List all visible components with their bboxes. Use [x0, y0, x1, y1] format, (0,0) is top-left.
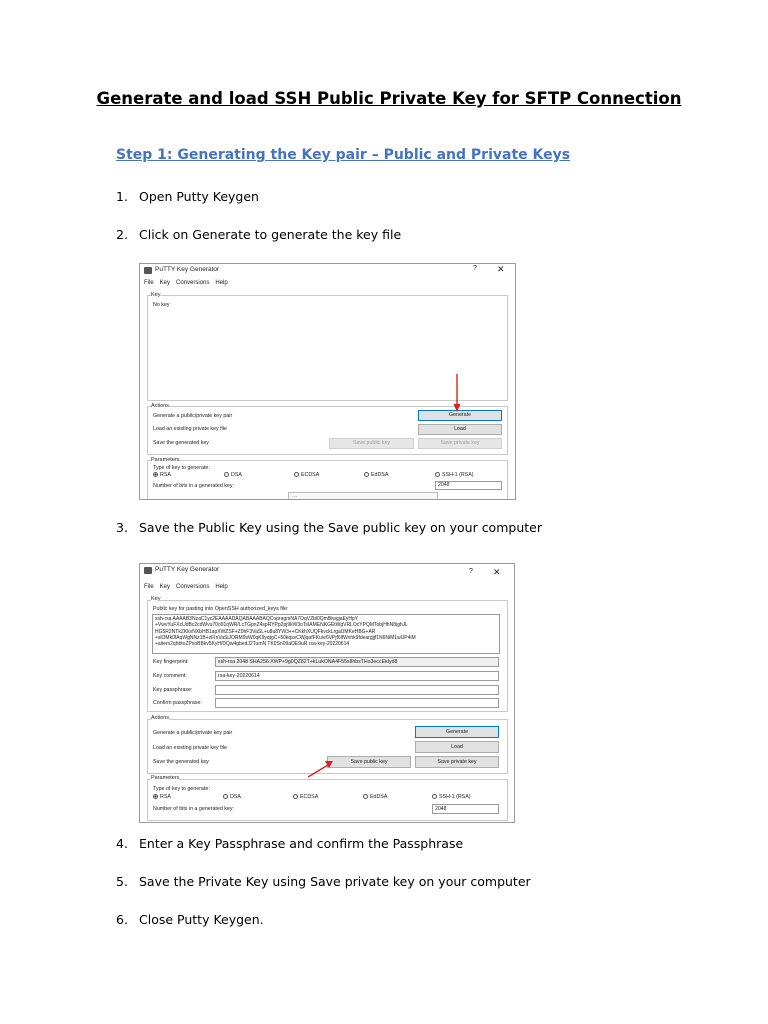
close-icon[interactable]: ✕	[493, 567, 501, 577]
step-text: Click on Generate to generate the key file	[139, 227, 402, 242]
radio-rsa[interactable]: RSA	[153, 472, 171, 478]
public-key-textarea[interactable]	[152, 614, 500, 654]
menu-file[interactable]: File	[144, 584, 154, 590]
step-item-1	[116, 189, 259, 204]
fingerprint-label: Key fingerprint:	[153, 659, 189, 665]
load-button[interactable]: Load	[415, 741, 499, 753]
bits-input[interactable]: 2048	[432, 804, 499, 814]
save-label: Save the generated key	[153, 440, 209, 446]
menu-help[interactable]: Help	[215, 280, 228, 286]
save-public-key-button[interactable]: Save public key	[329, 438, 414, 449]
parameters-group-label: Parameters	[151, 457, 180, 463]
generate-button[interactable]: Generate	[418, 410, 502, 421]
step-text: Open Putty Keygen	[139, 189, 259, 204]
document-title: Generate and load SSH Public Private Key for SFTP Connection	[96, 89, 682, 108]
save-public-key-button[interactable]: Save public key	[327, 756, 411, 768]
radio-ecdsa[interactable]: ECDSA	[294, 472, 319, 478]
putty-app-icon	[144, 267, 152, 274]
radio-ssh1-rsa[interactable]: SSH-1 (RSA)	[432, 794, 471, 800]
key-comment-label: Key comment:	[153, 673, 187, 679]
step-text: Enter a Key Passphrase and confirm the Passphrase	[139, 836, 464, 851]
no-key-text: No key	[153, 302, 170, 308]
menu-file[interactable]: File	[144, 280, 154, 286]
step-text: Save the Private Key using Save private key on your computer	[139, 874, 531, 889]
actions-group-label: Actions	[151, 715, 170, 721]
step-number: 5.	[116, 874, 128, 889]
radio-rsa[interactable]: RSA	[153, 794, 171, 800]
putty-window-empty	[139, 263, 516, 500]
actions-group-label: Actions	[151, 403, 170, 409]
generate-button[interactable]: Generate	[415, 726, 499, 738]
putty-app-icon	[144, 567, 152, 574]
step-item-6	[116, 912, 264, 927]
step-number: 4.	[116, 836, 128, 851]
overlapping-window-fragment: ....	[288, 492, 438, 500]
radio-dsa[interactable]: DSA	[224, 472, 242, 478]
red-arrow-icon	[306, 759, 336, 779]
bits-label: Number of bits in a generated key:	[153, 806, 234, 812]
passphrase-input[interactable]	[215, 685, 499, 695]
save-label: Save the generated key	[153, 759, 209, 765]
generate-label: Generate a public/private key pair	[153, 730, 233, 736]
radio-eddsa[interactable]: EdDSA	[364, 472, 388, 478]
step-item-3	[116, 520, 542, 535]
load-label: Load an existing private key file	[153, 745, 227, 751]
generate-label: Generate a public/private key pair	[153, 413, 233, 419]
step-item-2	[116, 227, 401, 242]
step-number: 3.	[116, 520, 128, 535]
window-title: PuTTY Key Generator	[155, 566, 220, 573]
step-item-5	[116, 874, 531, 889]
step-text: Save the Public Key using the Save public key on your computer	[139, 520, 542, 535]
public-key-line: HG5R2NTkZKkvNXbHB1apXWZSF+Z0hF3VaSL+u8u8YW3++CKkhXUQFkvckLrgaUMKeHBG+AR	[155, 628, 376, 635]
save-private-key-button[interactable]: Save private key	[418, 438, 502, 449]
public-key-label: Public key for pasting into OpenSSH authorized_keys file:	[153, 606, 289, 612]
menu-conversions[interactable]: Conversions	[176, 584, 210, 590]
menu-help[interactable]: Help	[215, 584, 228, 590]
radio-eddsa[interactable]: EdDSA	[363, 794, 387, 800]
key-comment-input[interactable]: rsa-key-20220614	[215, 671, 499, 681]
bits-label: Number of bits in a generated key:	[153, 483, 234, 489]
key-type-label: Type of key to generate:	[153, 786, 210, 792]
menu-key[interactable]: Key	[159, 280, 171, 286]
key-type-label: Type of key to generate:	[153, 465, 210, 471]
step-number: 1.	[116, 189, 128, 204]
public-key-line: +VwvYuFXcUdBc2cdWvu70o91qWR/LcTGpnZ4spRYPp2pj9kW3oTsIAMENKGEtWgVRLOcYPQMTobjHhN8ighJL	[155, 622, 408, 629]
fingerprint-field[interactable]: ssh-rsa 2048 SHA256:XWP+9g0QZ82T+kLukONA4F55s8hbsTHo3eccEkIyd8	[215, 657, 499, 667]
step-number: 6.	[116, 912, 128, 927]
confirm-passphrase-label: Confirm passphrase:	[153, 700, 202, 706]
parameters-group-label: Parameters	[151, 775, 180, 781]
menu-bar	[140, 584, 514, 590]
menu-bar	[140, 280, 515, 286]
help-icon[interactable]: ?	[473, 265, 477, 272]
radio-dsa[interactable]: DSA	[223, 794, 241, 800]
passphrase-label: Key passphrase:	[153, 687, 193, 693]
title-bar	[140, 264, 515, 278]
load-label: Load an existing private key file	[153, 426, 227, 432]
public-key-line: +slOMk0fAqWgNNz1B+zFInVaSiJORM9sW0qK9yqtgC+50kqsvCWjqafFKu/e6VPjf6lfWvhk9fdeargjjf1N6NiM1wUP4iM	[155, 634, 416, 641]
putty-window-generated	[139, 563, 515, 823]
close-icon[interactable]: ✕	[497, 264, 505, 274]
red-arrow-icon	[452, 373, 462, 413]
step-1-heading: Step 1: Generating the Key pair – Public and Private Keys	[116, 147, 571, 163]
menu-conversions[interactable]: Conversions	[176, 280, 210, 286]
save-private-key-button[interactable]: Save private key	[415, 756, 499, 768]
confirm-passphrase-input[interactable]	[215, 698, 499, 708]
bits-input[interactable]: 2048	[435, 481, 502, 490]
public-key-line: +aitem2qhbtoZPxoBBkv5KyH/DQw4gbedJ2TumN TK0Sn09aOE9uR rsa-key-20220614	[155, 641, 350, 648]
window-title: PuTTY Key Generator	[155, 266, 220, 273]
menu-key[interactable]: Key	[159, 584, 171, 590]
title-bar	[140, 564, 514, 578]
radio-ecdsa[interactable]: ECDSA	[293, 794, 318, 800]
key-group-label: Key	[151, 292, 161, 298]
step-number: 2.	[116, 227, 128, 242]
step-text: Close Putty Keygen.	[139, 912, 264, 927]
public-key-line: ssh-rsa AAAAB3NzaC1yc2EAAAADAQABAAABAQCopragmNA7OqVZbl0QmBiwgjaEyHpY	[155, 616, 359, 622]
help-icon[interactable]: ?	[469, 568, 473, 575]
load-button[interactable]: Load	[418, 424, 502, 435]
step-item-4	[116, 836, 463, 851]
key-group-label: Key	[151, 596, 161, 602]
radio-ssh1-rsa[interactable]: SSH-1 (RSA)	[435, 472, 474, 478]
